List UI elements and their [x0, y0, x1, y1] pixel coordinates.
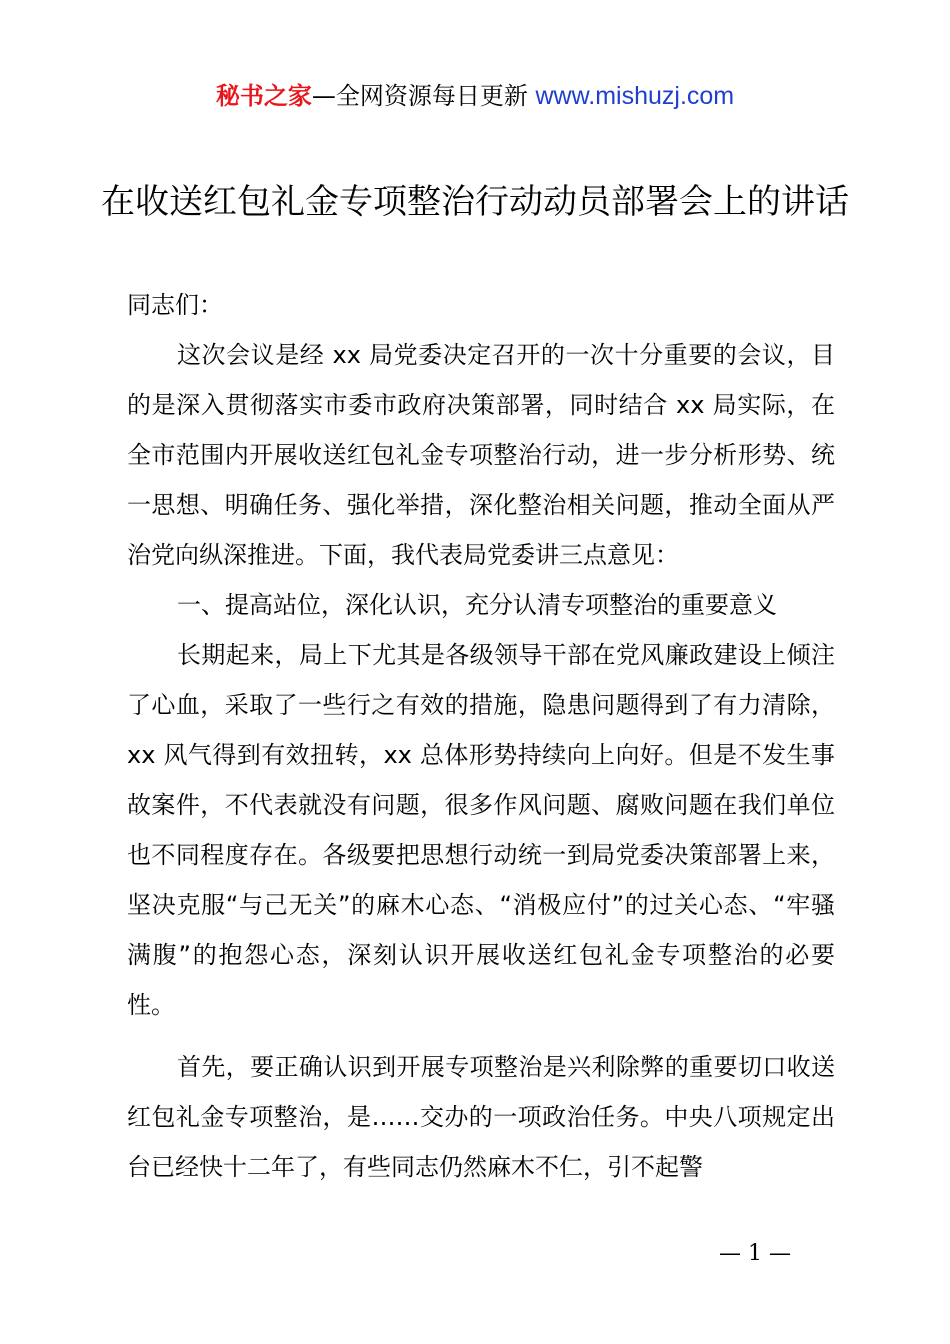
page-number: — 1 — — [719, 1241, 791, 1266]
paragraph-first-point: 首先，要正确认识到开展专项整治是兴利除弊的重要切口收送红包礼金专项整治，是……交办的一项政治任务。中央八项规定出台已经快十二年了，有些同志仍然麻木不仁，引不起警 — [127, 1053, 835, 1181]
salutation: 同志们： — [127, 291, 223, 319]
brand-name: 秘书之家 — [215, 82, 312, 110]
paragraph-intro: 这次会议是经 xx 局党委决定召开的一次十分重要的会议，目的是深入贯彻落实市委市政府决策部署，同时结合 xx 局实际，在全市范围内开展收送红包礼金专项整治行动，进一步分析形势、统一思想、明确任务、强化举措，深化整治相关问题，推动全面从严治党向纵深推进。下面，我代表局党委讲三点意见： — [127, 341, 835, 569]
header-slogan: —全网资源每日更新 — [311, 82, 536, 110]
site-url-link[interactable]: www.mishuzj.com — [535, 82, 735, 110]
section-heading-1: 一、提高站位，深化认识，充分认清专项整治的重要意义 — [177, 591, 777, 619]
site-header — [0, 80, 950, 112]
document-body — [127, 280, 835, 1192]
document-title: 在收送红包礼金专项整治行动动员部署会上的讲话 — [101, 182, 849, 222]
paragraph-background: 长期起来，局上下尤其是各级领导干部在党风廉政建设上倾注了心血，采取了一些行之有效的措施，隐患问题得到了有力清除，xx 风气得到有效扭转，xx 总体形势持续向上向好。但是不发生事故案件，不代表就没有问题，很多作风问题、腐败问题在我们单位也不同程度存在。各级要把思想行动统一到局党委决策部署上来，坚决克服“与己无关”的麻木心态、“消极应付”的过关心态、“牢骚满腹”的抱怨心态，深刻认识开展收送红包礼金专项整治的必要性。 — [127, 641, 835, 1019]
